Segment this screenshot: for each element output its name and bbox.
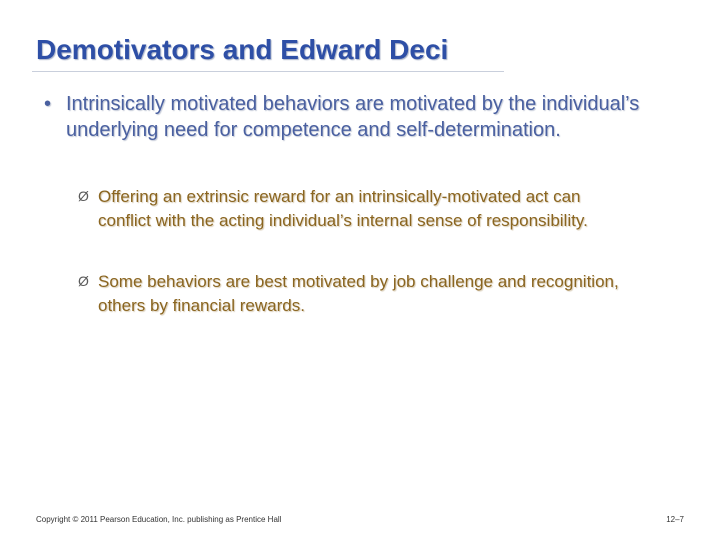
slide-title: Demotivators and Edward Deci xyxy=(36,34,449,65)
arrow-bullet-icon: Ø xyxy=(78,188,89,204)
bullet-text: Intrinsically motivated behaviors are motivated by the individual’s underlying need for competence and self-determination. xyxy=(66,93,640,141)
sub-bullet-text: Offering an extrinsic reward for an intrinsically-motivated act can conflict with the acting individual’s internal sense of responsibility. xyxy=(98,187,588,230)
footer-page-number: 12–7 xyxy=(666,515,684,524)
sub-bullet-text: Some behaviors are best motivated by job challenge and recognition, others by financial rewards. xyxy=(98,272,619,315)
bullet-item xyxy=(44,91,664,143)
sub-bullet-item xyxy=(78,185,638,232)
arrow-bullet-icon: Ø xyxy=(78,273,89,289)
bullet-marker: • xyxy=(44,93,52,115)
sub-bullet-item xyxy=(78,270,638,317)
footer-copyright: Copyright © 2011 Pearson Education, Inc. publishing as Prentice Hall xyxy=(36,515,282,524)
title-divider xyxy=(32,71,504,72)
